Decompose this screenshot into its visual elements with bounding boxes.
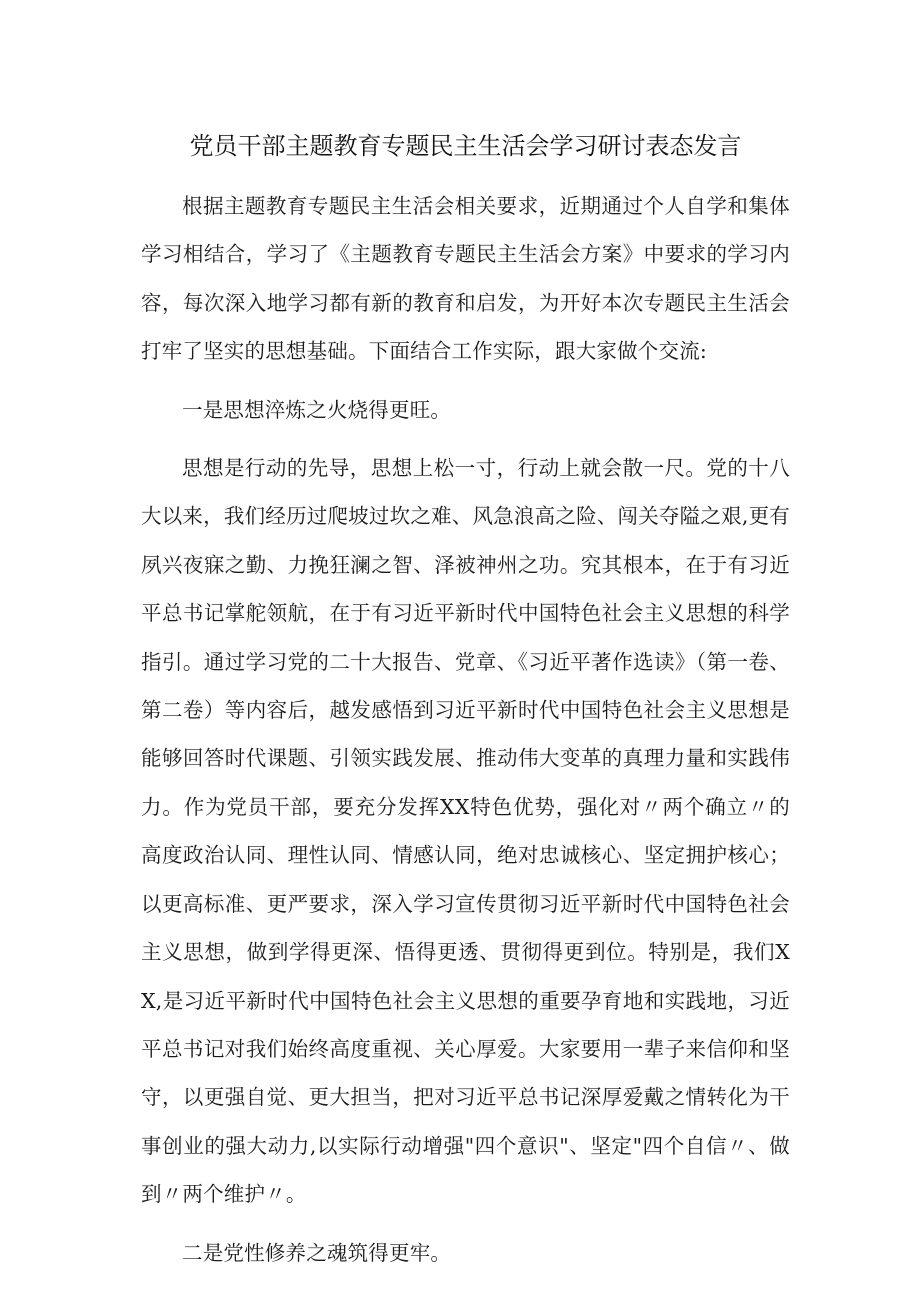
intro-paragraph: 根据主题教育专题民主生活会相关要求，近期通过个人自学和集体学习相结合，学习了《主题教育专题民主生活会方案》中要求的学习内容，每次深入地学习都有新的教育和启发，为开好本次专题民主生活会打牢了坚实的思想基础。下面结合工作实际，跟大家做个交流: — [141, 194, 790, 364]
section-heading-one: 一是思想淬炼之火烧得更旺。 — [182, 397, 452, 422]
document-title: 党员干部主题教育专题民主生活会学习研讨表态发言 — [189, 132, 742, 160]
paragraph-spacer — [141, 1219, 790, 1229]
paragraph-spacer — [141, 434, 790, 444]
paragraph-spacer — [141, 376, 790, 386]
section-heading-two: 二是党性修养之魂筑得更牢。 — [182, 1240, 452, 1265]
section-one-body: 思想是行动的先导，思想上松一寸，行动上就会散一尺。党的十八大以来，我们经历过爬坡过坎之难、风急浪高之险、闯关夺隘之艰,更有夙兴夜寐之勤、力挽狂澜之智、泽被神州之功。究其根本，在于有习近平总书记掌舵领航，在于有习近平新时代中国特色社会主义思想的科学指引。通过学习党的二十大报告、党章、《习近平著作选读》（第一卷、第二卷）等内容后，越发感悟到习近平新时代中国特色社会主义思想是能够回答时代课题、引领实践发展、推动伟大变革的真理力量和实践伟力。作为党员干部，要充分发挥XX特色优势，强化对〃两个确立〃的高度政治认同、理性认同、情感认同，绝对忠诚核心、坚定拥护核心；以更高标准、更严要求，深入学习宣传贯彻习近平新时代中国特色社会主义思想，做到学得更深、悟得更透、贯彻得更到位。特别是，我们XX,是习近平新时代中国特色社会主义思想的重要孕育地和实践地，习近平总书记对我们始终高度重视、关心厚爱。大家要用一辈子来信仰和坚守，以更强自觉、更大担当，把对习近平总书记深厚爱戴之情转化为干事创业的强大动力,以实际行动增强"四个意识"、坚定"四个自信〃、做到〃两个维护〃。 — [141, 456, 790, 1207]
